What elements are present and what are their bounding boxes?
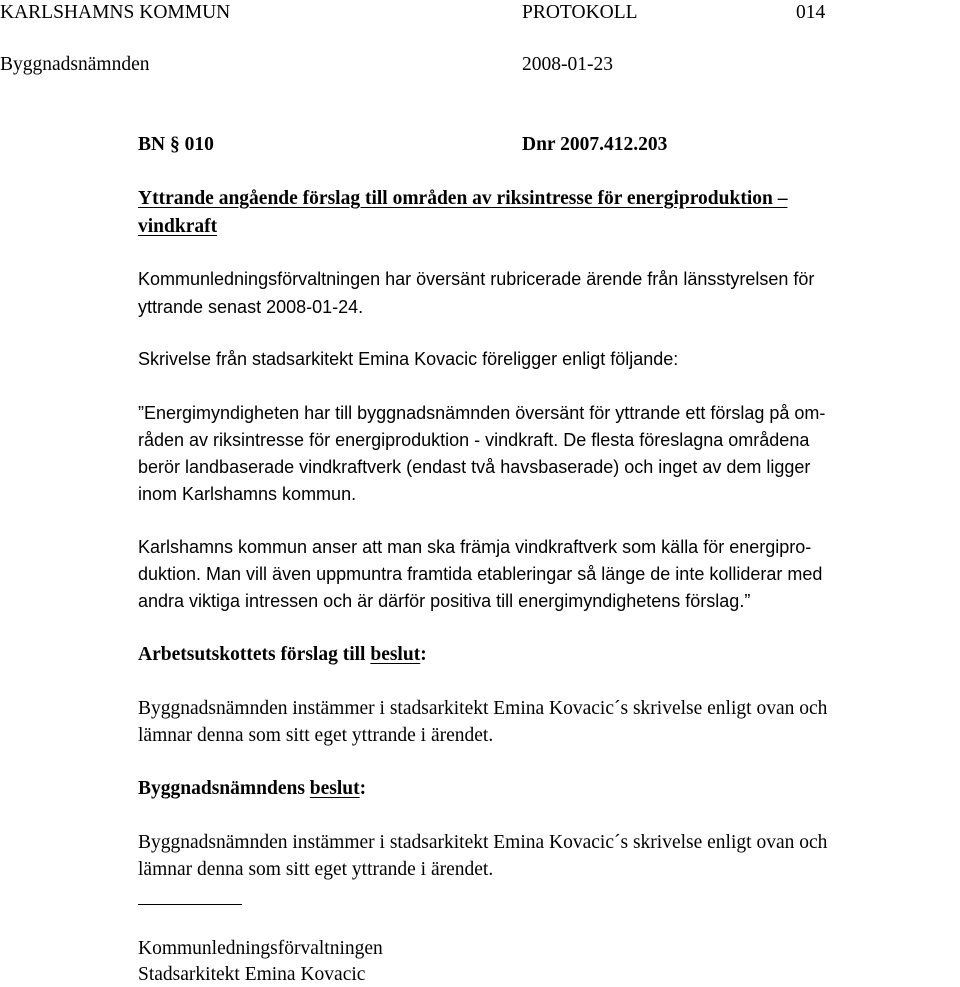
decision-line-1: Byggnadsnämnden instämmer i stadsarkitekt Emina Kovacic´s skrivelse enligt ovan och bbox=[138, 832, 828, 853]
decision-heading: Byggnadsnämndens beslut: bbox=[138, 778, 367, 799]
distribution-item: Stadsarkitekt Emina Kovacic bbox=[138, 964, 366, 985]
distribution-item: Kommunledningsförvaltningen bbox=[138, 938, 383, 959]
diary-number: Dnr 2007.412.203 bbox=[522, 134, 668, 155]
document-type: PROTOKOLL bbox=[522, 2, 638, 23]
meeting-date: 2008-01-23 bbox=[522, 54, 613, 75]
separator-rule bbox=[138, 904, 242, 905]
page-number: 014 bbox=[796, 2, 826, 23]
board-name: Byggnadsnämnden bbox=[0, 54, 150, 75]
quote-line: ”Energimyndigheten har till byggnadsnämnden översänt för yttrande ett förslag på om- bbox=[138, 403, 826, 423]
decision-line-2: lämnar denna som sitt eget yttrande i ärendet. bbox=[138, 859, 494, 880]
committee-heading: Arbetsutskottets förslag till beslut: bbox=[138, 644, 427, 665]
quote-line: inom Karlshamns kommun. bbox=[138, 484, 357, 504]
case-title-line-2: vindkraft bbox=[138, 216, 218, 237]
section-number: BN § 010 bbox=[138, 134, 214, 155]
quote-line: andra viktiga intressen och är därför positiva till energimyndighetens förslag.” bbox=[138, 591, 751, 611]
letter-intro: Skrivelse från stadsarkitekt Emina Kovacic föreligger enligt följande: bbox=[138, 349, 679, 369]
quote-line: Karlshamns kommun anser att man ska främja vindkraftverk som källa för energipro- bbox=[138, 537, 812, 557]
committee-line-2: lämnar denna som sitt eget yttrande i ärendet. bbox=[138, 725, 494, 746]
section-sign-icon: § bbox=[169, 134, 180, 155]
organization-name: KARLSHAMNS KOMMUN bbox=[0, 2, 231, 23]
case-title-line-1: Yttrande angående förslag till områden av riksintresse för energiproduktion – bbox=[138, 188, 788, 209]
intro-line-2: yttrande senast 2008-01-24. bbox=[138, 297, 364, 317]
quote-line: berör landbaserade vindkraftverk (endast två havsbaserade) och inget av dem ligger bbox=[138, 457, 811, 477]
intro-line-1: Kommunledningsförvaltningen har översänt rubricerade ärende från länsstyrelsen för bbox=[138, 269, 815, 289]
committee-line-1: Byggnadsnämnden instämmer i stadsarkitekt Emina Kovacic´s skrivelse enligt ovan och bbox=[138, 698, 828, 719]
quote-line: råden av riksintresse för energiproduktion - vindkraft. De flesta föreslagna områdena bbox=[138, 430, 810, 450]
quote-line: duktion. Man vill även uppmuntra framtida etableringar så länge de inte kolliderar med bbox=[138, 564, 823, 584]
